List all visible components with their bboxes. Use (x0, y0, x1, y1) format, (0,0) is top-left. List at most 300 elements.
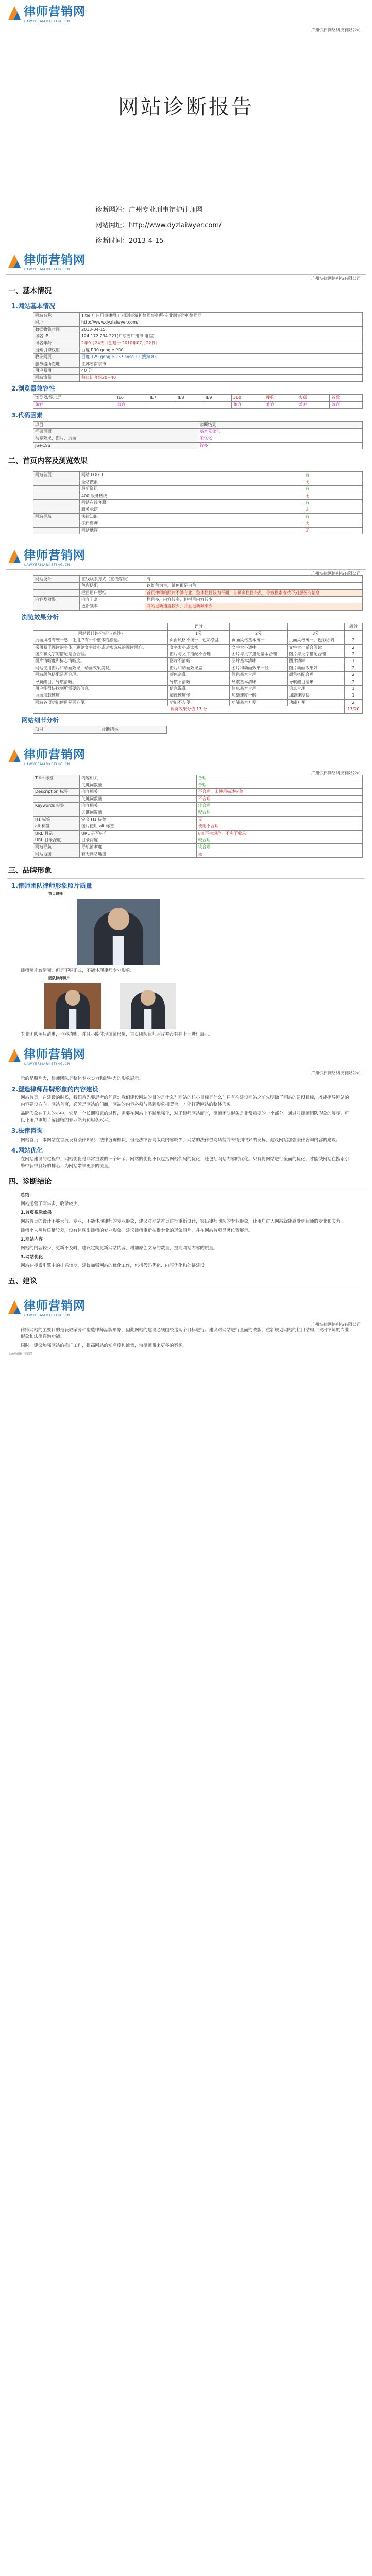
table-cell: 网站地图 (33, 851, 80, 857)
report-title: 网站诊断报告 (118, 95, 254, 119)
table-cell: 页面风格统一，色彩协调 (287, 637, 344, 644)
table-cell: 无 (196, 851, 362, 857)
table-row (33, 340, 363, 347)
table-cell: http://www.dyzlaiwyer.com/ (80, 319, 363, 326)
logo-text: 律师营销网 (24, 748, 86, 761)
table-cell: 图片和动画效果一般 (230, 665, 287, 671)
section-title: 一、基本情况 (8, 287, 52, 295)
header-company: 广州快律网络科技有限公司 (311, 770, 361, 775)
table-cell: 栏目用户思维 (80, 589, 145, 596)
table-cell: Description 标签 (33, 789, 80, 795)
logo-mark-icon (7, 748, 22, 764)
page-header (0, 544, 372, 575)
table-cell: 图片和文字的搭配是否合理。 (33, 651, 168, 658)
logo-mark-icon (7, 253, 22, 269)
table-cell: 服务承诺 (80, 506, 303, 513)
table-cell: 内容相关 (80, 775, 197, 782)
table-row (33, 685, 363, 692)
table-row (33, 672, 363, 679)
cover (0, 32, 372, 248)
table-cell (33, 809, 80, 816)
table-row (33, 479, 363, 485)
table-cell: 124.172.234.221[广东省广州市 电信] (80, 333, 363, 340)
table-header-cell: IE9 (204, 395, 231, 401)
table-row (33, 803, 363, 809)
table-cell: 收录网页 (33, 354, 80, 361)
table-cell: 目录深度 (80, 837, 197, 844)
table-cell: 内容相关 (80, 803, 197, 809)
ux-total-score: 17/20 (344, 706, 362, 713)
table-row (33, 347, 363, 353)
table-header-cell (287, 623, 344, 630)
table-cell: 有 (303, 472, 363, 479)
table-cell: 服务器所在地 (33, 361, 80, 367)
paragraph: 同时，建议加强网站的推广工作，提高网站的知名度和流量，为律师带来更多的案源。 (21, 1343, 188, 1348)
table-cell: URL 目录 (33, 830, 80, 837)
logo[interactable] (7, 4, 84, 25)
logo[interactable] (7, 548, 84, 568)
table-cell: 功能基本方便 (230, 699, 287, 706)
table-row (33, 361, 363, 367)
section-title: 三、品牌形象 (8, 867, 52, 875)
table-row (33, 583, 363, 589)
cover-site: 诊断网站：广州专业刑事辩护律师网 (95, 206, 203, 214)
table-cell: 无 (303, 527, 363, 534)
table-cell: 较合理 (196, 837, 362, 844)
table-cell: 最新资讯 (80, 486, 303, 493)
table-cell (33, 782, 80, 788)
team-photos (44, 983, 365, 1029)
subsection-title: 1.律师团队律师形象照片质量 (11, 882, 92, 890)
table-header-cell: IE7 (148, 395, 176, 401)
table-header-cell: 诊断结果 (198, 421, 363, 428)
table-cell: 无 (303, 520, 363, 527)
table-header-cell: 1分 (167, 630, 230, 637)
table-row (33, 429, 363, 435)
logo-subtext: LAWYERMARKETING.CN (24, 762, 71, 766)
table-cell: 文字太小或太密 (167, 644, 230, 651)
table-cell: 图片动画效果好 (287, 665, 344, 671)
footer-mark: LAWYER 营销网 (9, 1352, 32, 1357)
cover-info (95, 206, 221, 252)
section-title: 五、建议 (8, 1277, 37, 1286)
table-header-cell (344, 630, 362, 637)
table-cell: 加载速度一般 (230, 692, 287, 699)
table-row (33, 837, 363, 844)
table-row (33, 603, 363, 610)
subsection-title: 2.浏览器兼容性 (11, 384, 55, 392)
paragraph: 网站首页，在建设的时候，我们首先要思考的问题：我们建设网站的目的是什么？网站的核心目标是什么？只有在建设网站之前先明确了网站的建设目标，才能指导网站的内容建设方向。网站首页，必须是网站的门面，网站的内容必须与品牌形象相契合，才能打造网站的整体形象。 (21, 1095, 349, 1108)
table-cell: 400 服务热线 (80, 493, 303, 499)
table-cell: 图片和动画效果差 (167, 665, 230, 671)
table-cell: Keywords 标签 (33, 803, 80, 809)
table-row (33, 367, 363, 374)
table-cell: 有 (303, 499, 363, 506)
section-title: 四、诊断结论 (8, 1177, 52, 1186)
table-row (33, 830, 363, 837)
table-cell: 较多 (198, 442, 363, 449)
table-header-cell: 浏览器/显示屏 (33, 395, 115, 401)
table-cell: 网站在线客服 (80, 499, 303, 506)
table-cell: 域名年龄 (33, 340, 80, 347)
table-cell: 较合理 (196, 844, 362, 851)
table-cell: 1 (344, 685, 362, 692)
cover-date: 诊断时间：2013-4-15 (95, 236, 164, 245)
logo-subtext: LAWYERMARKETING.CN (24, 1062, 71, 1066)
subsection-title: 1.网站基本情况 (11, 302, 55, 310)
table-row (33, 651, 363, 658)
table-cell: alt 标签 (33, 823, 80, 830)
detail-head-table (33, 726, 167, 733)
table-cell: 导航醒目，导航清晰。 (33, 679, 168, 685)
table-cell: 网站导航 (33, 844, 80, 851)
table-cell: 首页律师的照片不够专业，整体栏目较为平面，首页多栏目杂乱，导致搜索者找不到想要的信息 (145, 589, 362, 596)
table-cell: 关键词数量 (80, 795, 197, 802)
paragraph: 专业团队照片清晰，不够清晰，并且不能体现律师形象，首页团队律师照片并没有在上面进行展示。 (21, 1032, 214, 1038)
table-row (33, 775, 363, 782)
section-brand-content (0, 1076, 372, 1290)
table-cell (33, 589, 80, 596)
table-cell: 无 (303, 493, 363, 499)
table-cell: Title 标签 (33, 775, 80, 782)
paragraph: 在网站建设的过程中，网站优化是非常重要的一个环节。网站的优化不仅包括网站代码的优化，还包括网站内容的优化。只有将网站进行全面的优化，才能使网站在搜索引擎中获得良好的排名，为网站带来更多的流量。 (21, 1157, 349, 1169)
table-cell: 框架页面 (33, 429, 198, 435)
logo-subtext: LAWYERMARKETING.CN (24, 563, 71, 567)
table-cell: 导航清晰度 (80, 844, 197, 851)
table-cell (33, 493, 80, 499)
page-header (0, 0, 372, 32)
table-header-cell: 评分 (167, 623, 230, 630)
table-row (33, 312, 363, 319)
table-cell: 兼容 (330, 401, 363, 408)
table-row (33, 520, 363, 527)
table-cell: 在线联系方式（在线客服） (80, 575, 145, 582)
table-cell: 百度 129 google 257 soso 12 搜狗 83 (80, 354, 363, 361)
table-cell: 合理 (196, 782, 362, 788)
logo-subtext: LAWYERMARKETING.CN (24, 20, 71, 23)
table-cell: 网站流量 (33, 375, 80, 381)
table-cell: 2 (344, 651, 362, 658)
table-row (33, 319, 363, 326)
table-cell: 兼容 (115, 401, 148, 408)
table-cell: 搜索引擎权重 (33, 347, 80, 353)
team-photo (120, 983, 176, 1029)
table-row (33, 679, 363, 685)
logo-text: 律师营销网 (24, 1047, 86, 1061)
table-header-cell (33, 623, 168, 630)
table-cell: 图片与文字搭配合理 (287, 651, 344, 658)
basic-info-table (33, 312, 363, 382)
paragraph: 1.首页视觉效果 (21, 1210, 52, 1216)
lead-lawyer-photo (77, 899, 160, 965)
table-header-cell: 诊断结果 (100, 726, 167, 733)
table-cell: 40 分 (80, 367, 363, 374)
header-company: 广州快律网络科技有限公司 (311, 28, 361, 32)
table-cell: 较合理 (196, 809, 362, 816)
table-cell: 信息基本合理 (230, 685, 287, 692)
table-row (33, 699, 363, 706)
table-cell: 兼容 (231, 401, 264, 408)
table-cell: 信息混乱 (167, 685, 230, 692)
table-header-cell: 网站设计评分标准(备注) (33, 630, 168, 637)
table-cell: 网站设计 (33, 575, 80, 582)
table-row (33, 333, 363, 340)
paragraph: 品牌形象在于人的心中，它是一个长期积累的过程，需要在网站上不断地强化，对于律师网站而言，律师团队形象是非常重要的一个部分，通过对律师团队形象的展示，可以让用户更加了解律师的专业能力和服务水平。 (21, 1111, 349, 1123)
table-cell: 2 (344, 644, 362, 651)
table-header-cell: 谷歌 (330, 395, 363, 401)
table-cell: 图片清晰 (287, 658, 344, 665)
table-cell (33, 527, 80, 534)
table-row (33, 354, 363, 361)
table-cell: JS+CSS (33, 442, 198, 449)
table-row (33, 575, 363, 582)
table-row (33, 844, 363, 851)
table-cell: 法律知识 (80, 513, 303, 520)
table-row (33, 597, 363, 603)
table-cell: 用户能很快找到所需要的信息。 (33, 685, 168, 692)
table-cell: 兼容 (264, 401, 297, 408)
page-header (0, 1294, 372, 1326)
table-header-row (33, 421, 363, 428)
logo[interactable] (7, 252, 84, 273)
table-cell: 网站导航 (33, 513, 80, 520)
team-photo-caption: 团队律师照片 (48, 976, 70, 981)
paragraph: 律师个人照片质量较差，没有体现出律师的专业形象。建议律师重新拍摄专业的形象照片，并在网站首页显著位置展示。 (21, 1228, 253, 1233)
table-cell: 2 (344, 637, 362, 644)
table-header-cell: 项目 (33, 726, 100, 733)
header-company: 广州快律网络科技有限公司 (311, 1070, 361, 1075)
table-cell: 文字大小适合阅读 (287, 644, 344, 651)
table-header-cell: 火狐 (297, 395, 330, 401)
table-row (33, 823, 363, 830)
table-cell: 合理 (196, 775, 362, 782)
table-cell: 图片与文字搭配基本合理 (230, 651, 287, 658)
table-cell: 百度 PR0 google PR0 (80, 347, 363, 353)
table-cell (176, 401, 204, 408)
table-cell: 2 (344, 672, 362, 679)
table-cell: 颜色杂乱 (167, 672, 230, 679)
paragraph: 网站在搜索引擎中的排名较差，建议加强网站的优化工作，包括代码优化、内容优化和外链建设。 (21, 1263, 209, 1269)
table-cell: 信息合理 (287, 685, 344, 692)
table-cell: 导航不清晰 (167, 679, 230, 685)
logo[interactable] (7, 747, 84, 768)
table-cell (33, 499, 80, 506)
table-cell: 内容相关 (80, 789, 197, 795)
subsection-title: 3.法律咨询 (11, 1127, 43, 1134)
section-rule (7, 878, 365, 879)
table-cell: 不合理 (196, 795, 362, 802)
table-cell: 图片与文字搭配不合理 (167, 651, 230, 658)
logo-subtext: LAWYERMARKETING.CN (24, 1313, 71, 1317)
paragraph: 网站运营了两年多，收录较少。 (21, 1201, 82, 1207)
table-row (33, 637, 363, 644)
table-row (33, 789, 363, 795)
table-cell: 栏目多，内容较多，但栏目内容较少。 (145, 597, 362, 603)
table-cell: 2 (344, 699, 362, 706)
subsection-title: 3.代码因素 (11, 412, 43, 419)
table-row (33, 692, 363, 699)
table-cell: 页面风格基本统一 (230, 637, 287, 644)
table-cell: 全站搜索 (80, 479, 303, 485)
table-header-cell: 3分 (287, 630, 344, 637)
table-cell: 用户易用 (33, 367, 80, 374)
table-header-cell (230, 623, 287, 630)
subsection-title: 4.网站优化 (11, 1146, 43, 1154)
logo-mark-icon (7, 5, 22, 21)
logo-text: 律师营销网 (24, 253, 86, 267)
table-cell: 加载速度快 (287, 692, 344, 699)
table-cell: 网站地图 (80, 527, 303, 534)
table-cell: 网站颜色搭配是否合理。 (33, 672, 168, 679)
table-cell: 每日访客约20~40 (80, 375, 363, 381)
table-row (33, 375, 363, 381)
table-cell: 网站 LOGO (80, 472, 303, 479)
table-row (33, 809, 363, 816)
table-row (33, 435, 363, 442)
table-row (33, 782, 363, 788)
logo[interactable] (7, 1298, 84, 1319)
table-row (33, 493, 363, 499)
table-cell: 无 (196, 816, 362, 823)
table-cell (33, 603, 80, 610)
table-cell (148, 401, 176, 408)
table-cell: 2 (344, 679, 362, 685)
header-divider (6, 569, 366, 570)
header-company: 广州快律网络科技有限公司 (311, 276, 361, 281)
table-cell: 更新频率 (80, 603, 145, 610)
table-cell: 色彩搭配 (80, 583, 145, 589)
table-cell: 网站更新速度较少，并且更新频率少 (145, 603, 362, 610)
table-cell: 网站名称 (33, 312, 80, 319)
table-header-cell: 2分 (230, 630, 287, 637)
team-photo (44, 983, 101, 1029)
header-company: 广州快律网络科技有限公司 (311, 571, 361, 576)
table-cell: 兼容 (297, 401, 330, 408)
table-cell: 1 (344, 692, 362, 699)
table-cell: 以红色为主，辅色都是白色 (145, 583, 362, 589)
page-header (0, 248, 372, 280)
subsection-title: 2.塑造律师品牌形象的内容建设 (11, 1085, 98, 1093)
table-cell: 图片基本清晰 (230, 658, 287, 665)
table-cell: 定义 H1 标签 (80, 816, 197, 823)
table-cell: url 不太规范，不利于收录 (196, 830, 362, 837)
table-cell: 基本无优化 (198, 429, 363, 435)
table-cell (204, 401, 231, 408)
logo[interactable] (7, 1047, 84, 1067)
table-cell: 1 (344, 658, 362, 665)
table-cell: 颜色搭配合理 (287, 672, 344, 679)
table-cell: 动态效果、图片、页面 (33, 435, 198, 442)
logo-text: 律师营销网 (24, 548, 86, 562)
table-cell: Title:广州刑事律师|广州刑事辩护律师事务所-专业刑事辩护律师网 (80, 312, 363, 319)
table-cell: H1 标签 (33, 816, 80, 823)
logo-mark-icon (7, 1299, 22, 1315)
table-cell: 网站各项功能使用是否方便。 (33, 699, 168, 706)
table-cell: 文字大小适中 (230, 644, 287, 651)
paragraph: 律师照片较清晰，但是不够正式，不能体现律师专业形象。 (21, 968, 135, 974)
table-row (33, 589, 363, 596)
table-cell: 页面风格不统一，色彩杂乱 (167, 637, 230, 644)
table-cell: 页面风格有统一感，让用户有一个整体的感觉。 (33, 637, 168, 644)
logo-mark-icon (7, 549, 22, 564)
table-header-cell: 360 (231, 395, 264, 401)
table-cell: 2 (344, 665, 362, 671)
table-cell: 颜色基本合理 (230, 672, 287, 679)
table-cell: 有 (303, 486, 363, 493)
paragraph: 2.网站内容 (21, 1236, 43, 1242)
paragraph: 示的是照片大，律师团队是整体专业实力和影响力的形象展示。 (21, 1076, 144, 1081)
table-row (33, 513, 363, 520)
table-row (33, 499, 363, 506)
table-cell: 有无网站地图 (80, 851, 197, 857)
table-cell: 法律咨询 (80, 520, 303, 527)
table-cell: 采优化 (198, 435, 363, 442)
browser-table (33, 394, 363, 409)
table-cell: URL 是否标准 (80, 830, 197, 837)
table-header-cell: 满分 (344, 623, 362, 630)
table-cell (33, 520, 80, 527)
table-cell: 2年9月24天（创建于 2010年07月22日） (80, 340, 363, 347)
table-cell: 较合理 (196, 803, 362, 809)
design-table (33, 575, 363, 611)
table-cell: 无 (303, 479, 363, 485)
logo-subtext: LAWYERMARKETING.CN (24, 268, 71, 272)
table-header-cell: IE6 (115, 395, 148, 401)
table-header-cell: IE8 (176, 395, 204, 401)
table-cell: 关键词数量 (80, 809, 197, 816)
table-cell: 无 (303, 506, 363, 513)
page-header (0, 1043, 372, 1075)
table-cell (33, 506, 80, 513)
ux-score-table (33, 623, 363, 713)
logo-text: 律师营销网 (24, 5, 86, 19)
table-cell: 有 (303, 513, 363, 520)
table-row (33, 486, 363, 493)
section-basic (0, 286, 372, 534)
table-cell: 网址 (33, 319, 80, 326)
table-cell: 导航基本清晰 (230, 679, 287, 685)
paragraph: 网站首页，本网站在首页设有法律知识、法律咨询模块，但是法律咨询版块内容较少，网站的法律咨询功能并未得到很好的发挥，建议网站加强法律咨询内容的建设。 (21, 1137, 341, 1143)
header-divider (6, 274, 366, 275)
table-cell: 内容丰富 (80, 597, 145, 603)
table-cell: 有 (145, 575, 362, 582)
table-header-cell: 搜狗 (264, 395, 297, 401)
table-cell: 加载速度慢 (167, 692, 230, 699)
table-row (33, 326, 363, 333)
table-cell: 不合理，未使用描述标签 (196, 789, 362, 795)
homepage-table (33, 471, 363, 534)
table-cell: 采用易于阅读的字体，避免文字过小或过密造成的阅读困难。 (33, 644, 168, 651)
section-suggestions (0, 1327, 372, 1357)
table-cell: 关键词数量 (80, 782, 197, 788)
table-row (33, 506, 363, 513)
table-row (33, 816, 363, 823)
table-cell: 域名 IP (33, 333, 80, 340)
lead-photo-caption: 首页律师 (48, 892, 63, 896)
table-cell: 功能方便 (287, 699, 344, 706)
code-table (33, 421, 363, 450)
logo-text: 律师营销网 (24, 1299, 86, 1313)
table-cell (33, 583, 80, 589)
paragraph: 律师网站的主要目的是获取案源和塑造律师品牌形象，因此网站的建设必须围绕这两个目标进行。建议对网站进行全面的改版，重新规划网站的栏目结构，突出律师的专业形象和法律咨询功能。 (21, 1327, 349, 1340)
table-cell: 2013-04-15 (80, 326, 363, 333)
table-cell: 数据收集时间 (33, 326, 80, 333)
table-header-cell: 项目 (33, 421, 198, 428)
table-row (33, 472, 363, 479)
table-cell: 功能不方便 (167, 699, 230, 706)
table-row (33, 795, 363, 802)
paragraph: 网站的内容较少，更新不及时，建议定期更新网站内容，增加原创文章的数量，提高网站内容的质量。 (21, 1245, 218, 1251)
